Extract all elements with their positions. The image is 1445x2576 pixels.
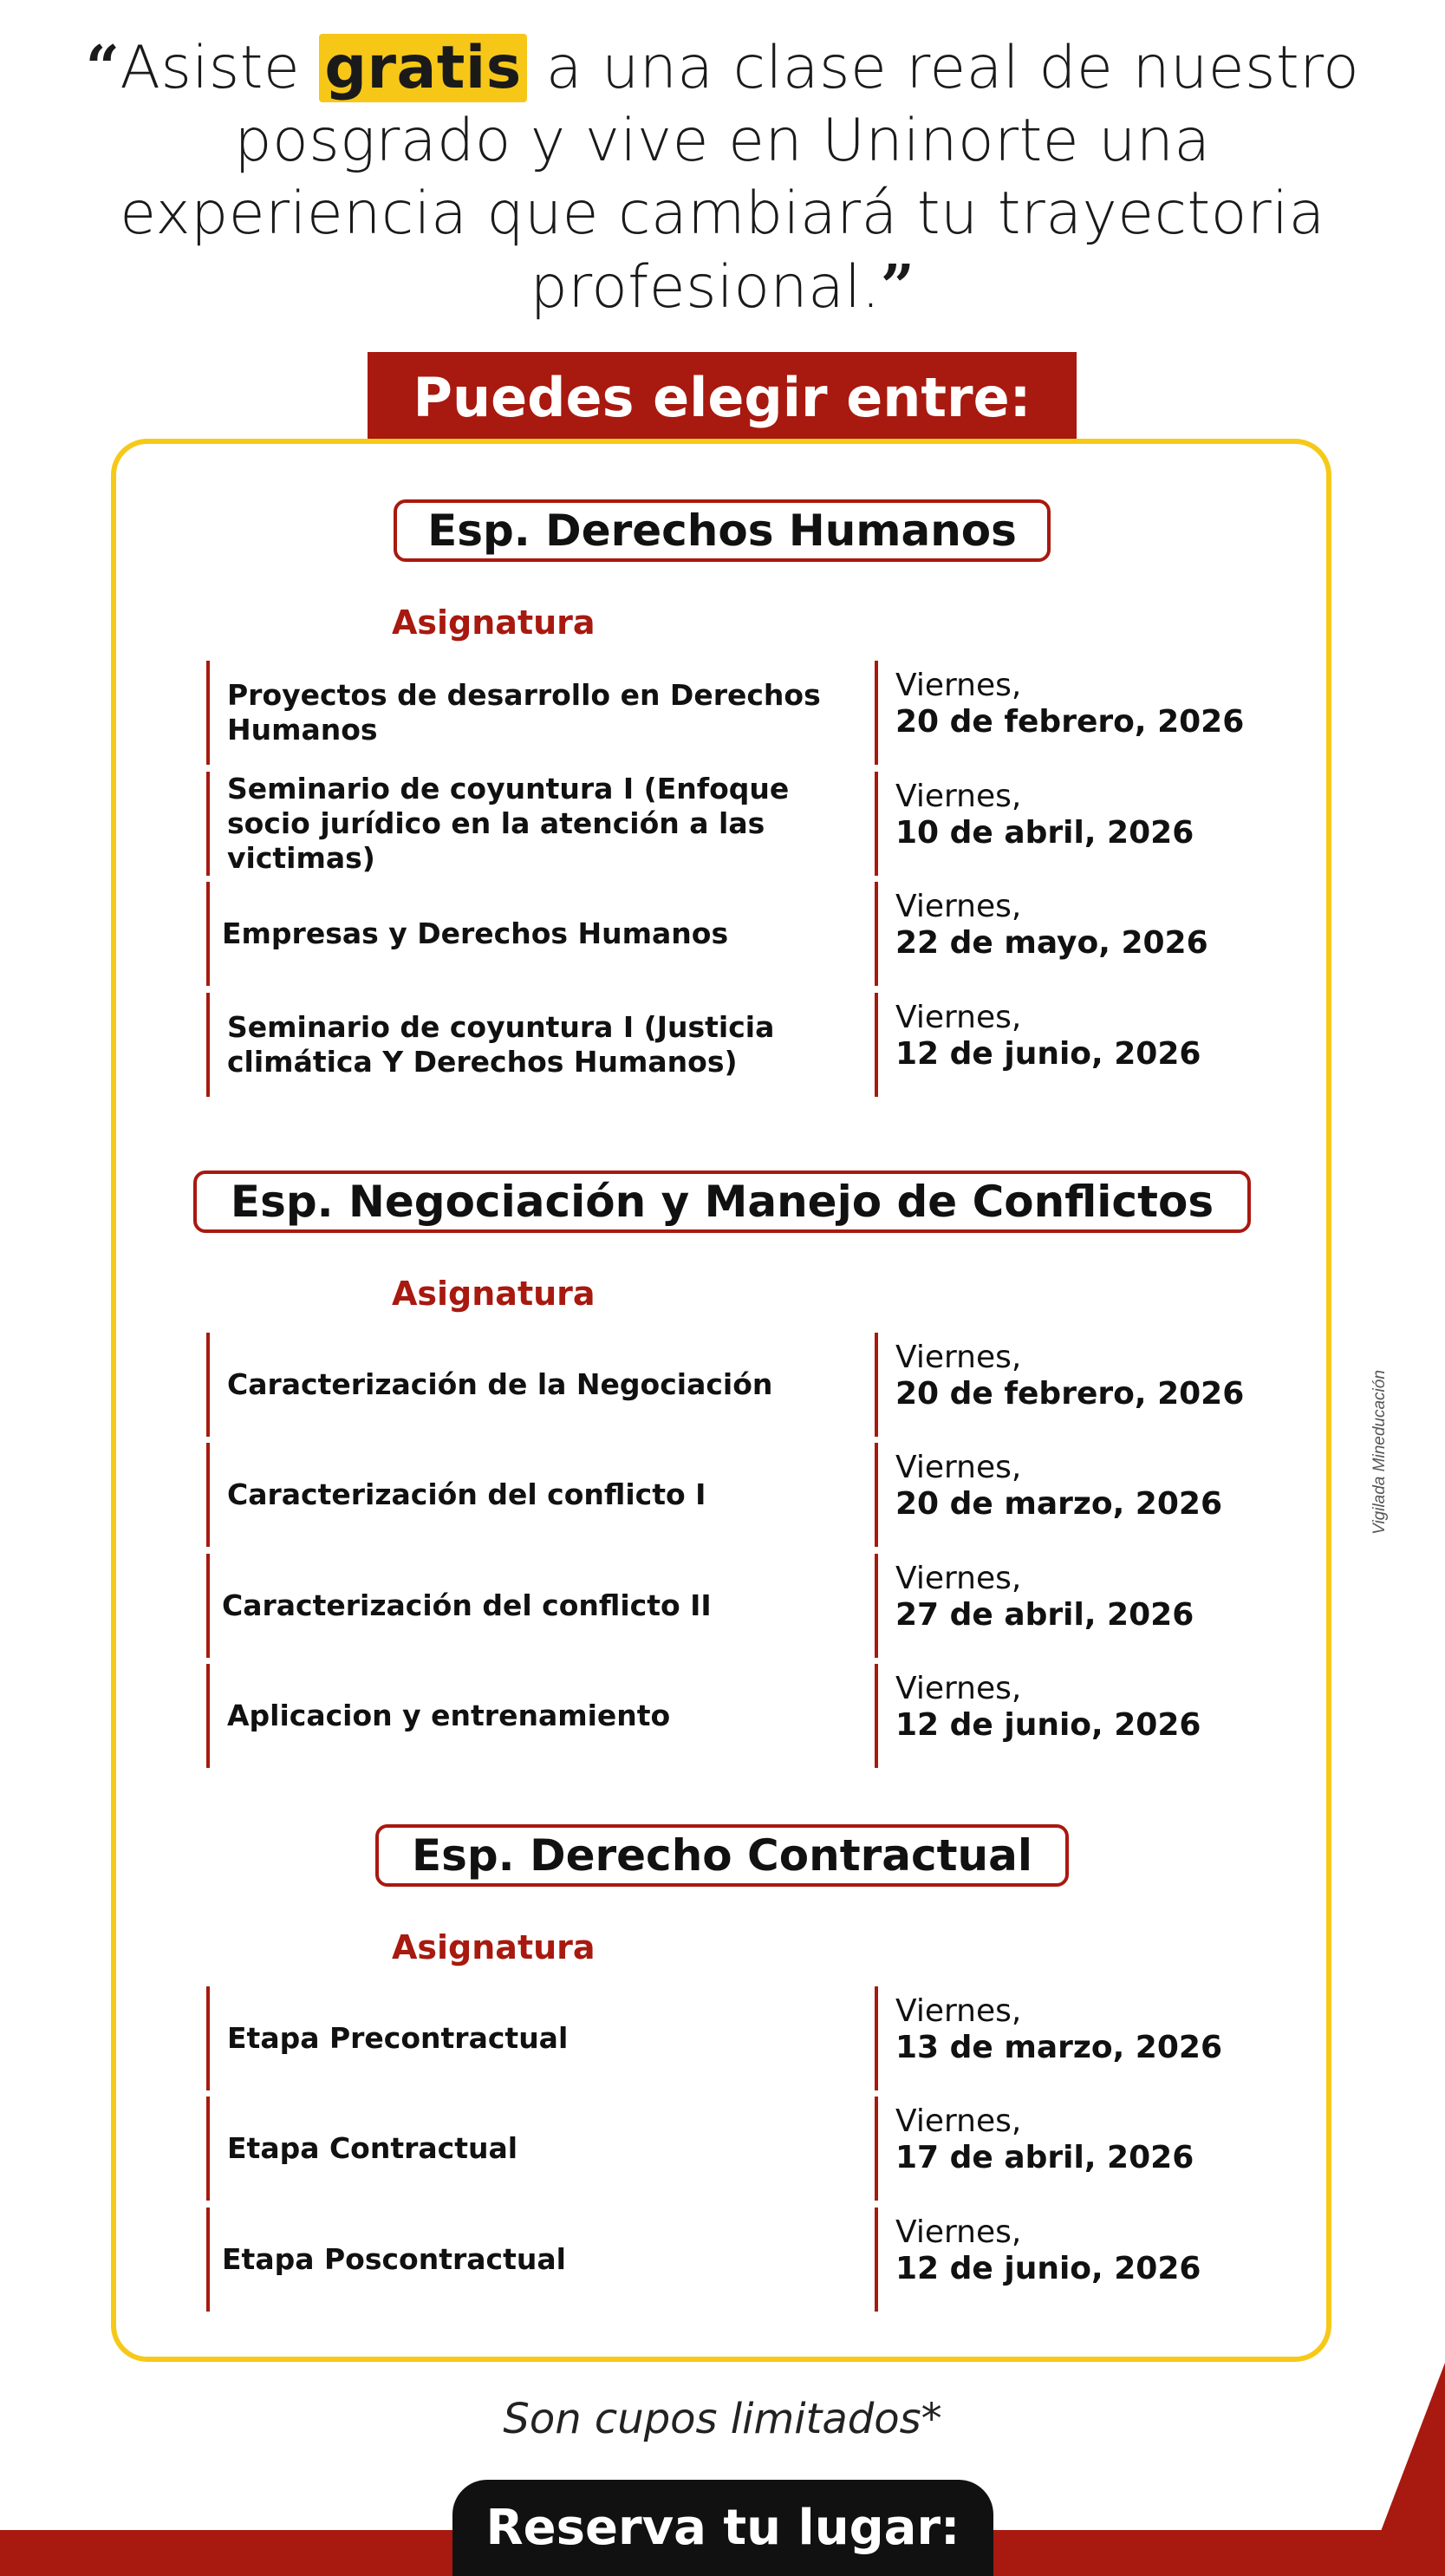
course-date-value: 12 de junio, 2026	[895, 1036, 1201, 1072]
program-title-derechos-humanos: Esp. Derechos Humanos	[394, 499, 1051, 562]
course-date-value: 20 de febrero, 2026	[895, 1376, 1245, 1412]
limited-seats-note: Son cupos limitados*	[503, 2395, 942, 2443]
course-date	[895, 1000, 1364, 1073]
course-day: Viernes,	[895, 1993, 1022, 2029]
course-day: Viernes,	[895, 2103, 1022, 2139]
row-left-divider	[206, 2097, 210, 2201]
course-day: Viernes,	[895, 779, 1022, 814]
row-right-divider	[875, 661, 878, 765]
course-date	[895, 1671, 1364, 1744]
course-row	[0, 1554, 1445, 1658]
course-day: Viernes,	[895, 1671, 1022, 1706]
course-subject: Seminario de coyuntura I (Enfoque socio jurídico en la atención a las victimas)	[227, 772, 790, 875]
course-date-value: 12 de junio, 2026	[895, 1707, 1201, 1743]
course-subject: Etapa Poscontractual	[222, 2242, 566, 2276]
course-row	[0, 2097, 1445, 2201]
course-date	[895, 889, 1364, 962]
course-row	[0, 1986, 1445, 2090]
course-subject: Etapa Contractual	[227, 2131, 518, 2165]
course-row	[0, 993, 1445, 1097]
course-day: Viernes,	[895, 889, 1022, 924]
course-date	[895, 1450, 1364, 1523]
course-subject: Aplicacion y entrenamiento	[227, 1699, 671, 1732]
row-left-divider	[206, 661, 210, 765]
course-row	[0, 1443, 1445, 1547]
course-subject: Caracterización del conflicto I	[227, 1477, 706, 1511]
row-left-divider	[206, 1664, 210, 1768]
course-date-value: 27 de abril, 2026	[895, 1597, 1194, 1633]
course-date	[895, 779, 1364, 851]
row-left-divider	[206, 772, 210, 876]
course-date-value: 20 de febrero, 2026	[895, 704, 1245, 740]
course-day: Viernes,	[895, 1340, 1022, 1375]
reserve-button[interactable]: Reserva tu lugar:	[452, 2480, 993, 2576]
course-row	[0, 1333, 1445, 1437]
row-right-divider	[875, 1443, 878, 1547]
row-left-divider	[206, 1554, 210, 1658]
course-date-value: 20 de marzo, 2026	[895, 1486, 1222, 1522]
course-subject: Caracterización del conflicto II	[222, 1588, 712, 1622]
course-date	[895, 1561, 1364, 1634]
choose-heading: Puedes elegir entre:	[368, 352, 1077, 442]
course-date-value: 12 de junio, 2026	[895, 2251, 1201, 2286]
intro-text-after: a una clase real de nuestro posgrado y vive en Uninorte una experiencia que cambiará tu trayectoria profesional.	[120, 34, 1360, 322]
row-left-divider	[206, 1333, 210, 1437]
course-date	[895, 1993, 1364, 2066]
close-quote-mark: ”	[880, 252, 915, 322]
row-left-divider	[206, 882, 210, 986]
vigilada-mineducacion-notice	[1371, 1358, 1389, 1547]
asignatura-label: Asignatura	[392, 603, 596, 642]
row-right-divider	[875, 993, 878, 1097]
row-right-divider	[875, 1554, 878, 1658]
course-subject: Etapa Precontractual	[227, 2021, 569, 2055]
row-left-divider	[206, 1986, 210, 2090]
course-date	[895, 2103, 1364, 2176]
course-subject: Empresas y Derechos Humanos	[222, 916, 729, 950]
course-row	[0, 2208, 1445, 2312]
course-subject: Proyectos de desarrollo en Derechos Humanos	[227, 678, 821, 747]
asignatura-label: Asignatura	[392, 1275, 596, 1313]
open-quote-mark: “	[85, 33, 120, 102]
course-date-value: 22 de mayo, 2026	[895, 925, 1208, 961]
course-subject: Seminario de coyuntura I (Justicia climática Y Derechos Humanos)	[227, 1010, 775, 1079]
row-right-divider	[875, 882, 878, 986]
course-day: Viernes,	[895, 668, 1022, 703]
row-right-divider	[875, 2208, 878, 2312]
intro-text-before: Asiste	[120, 34, 320, 102]
intro-quote	[52, 31, 1393, 324]
course-row	[0, 772, 1445, 876]
course-row	[0, 661, 1445, 765]
row-left-divider	[206, 1443, 210, 1547]
course-day: Viernes,	[895, 1450, 1022, 1485]
course-date	[895, 668, 1364, 740]
course-date	[895, 2214, 1364, 2287]
course-row	[0, 882, 1445, 986]
intro-highlight-gratis: gratis	[319, 34, 526, 102]
course-row	[0, 1664, 1445, 1768]
program-title-negociacion: Esp. Negociación y Manejo de Conflictos	[193, 1171, 1251, 1233]
course-date-value: 17 de abril, 2026	[895, 2140, 1194, 2175]
program-title-derecho-contractual: Esp. Derecho Contractual	[375, 1824, 1069, 1887]
row-left-divider	[206, 2208, 210, 2312]
course-date	[895, 1340, 1364, 1412]
row-right-divider	[875, 1986, 878, 2090]
row-right-divider	[875, 1664, 878, 1768]
course-date-value: 13 de marzo, 2026	[895, 2030, 1222, 2065]
course-date-value: 10 de abril, 2026	[895, 815, 1194, 851]
decorative-red-wedge	[1376, 2363, 1445, 2545]
vigilada-text: Vigilada Mineducación	[1370, 1370, 1389, 1535]
course-day: Viernes,	[895, 1000, 1022, 1035]
row-right-divider	[875, 1333, 878, 1437]
course-day: Viernes,	[895, 1561, 1022, 1596]
course-subject: Caracterización de la Negociación	[227, 1367, 773, 1401]
row-right-divider	[875, 772, 878, 876]
course-day: Viernes,	[895, 2214, 1022, 2250]
row-left-divider	[206, 993, 210, 1097]
asignatura-label: Asignatura	[392, 1928, 596, 1966]
row-right-divider	[875, 2097, 878, 2201]
